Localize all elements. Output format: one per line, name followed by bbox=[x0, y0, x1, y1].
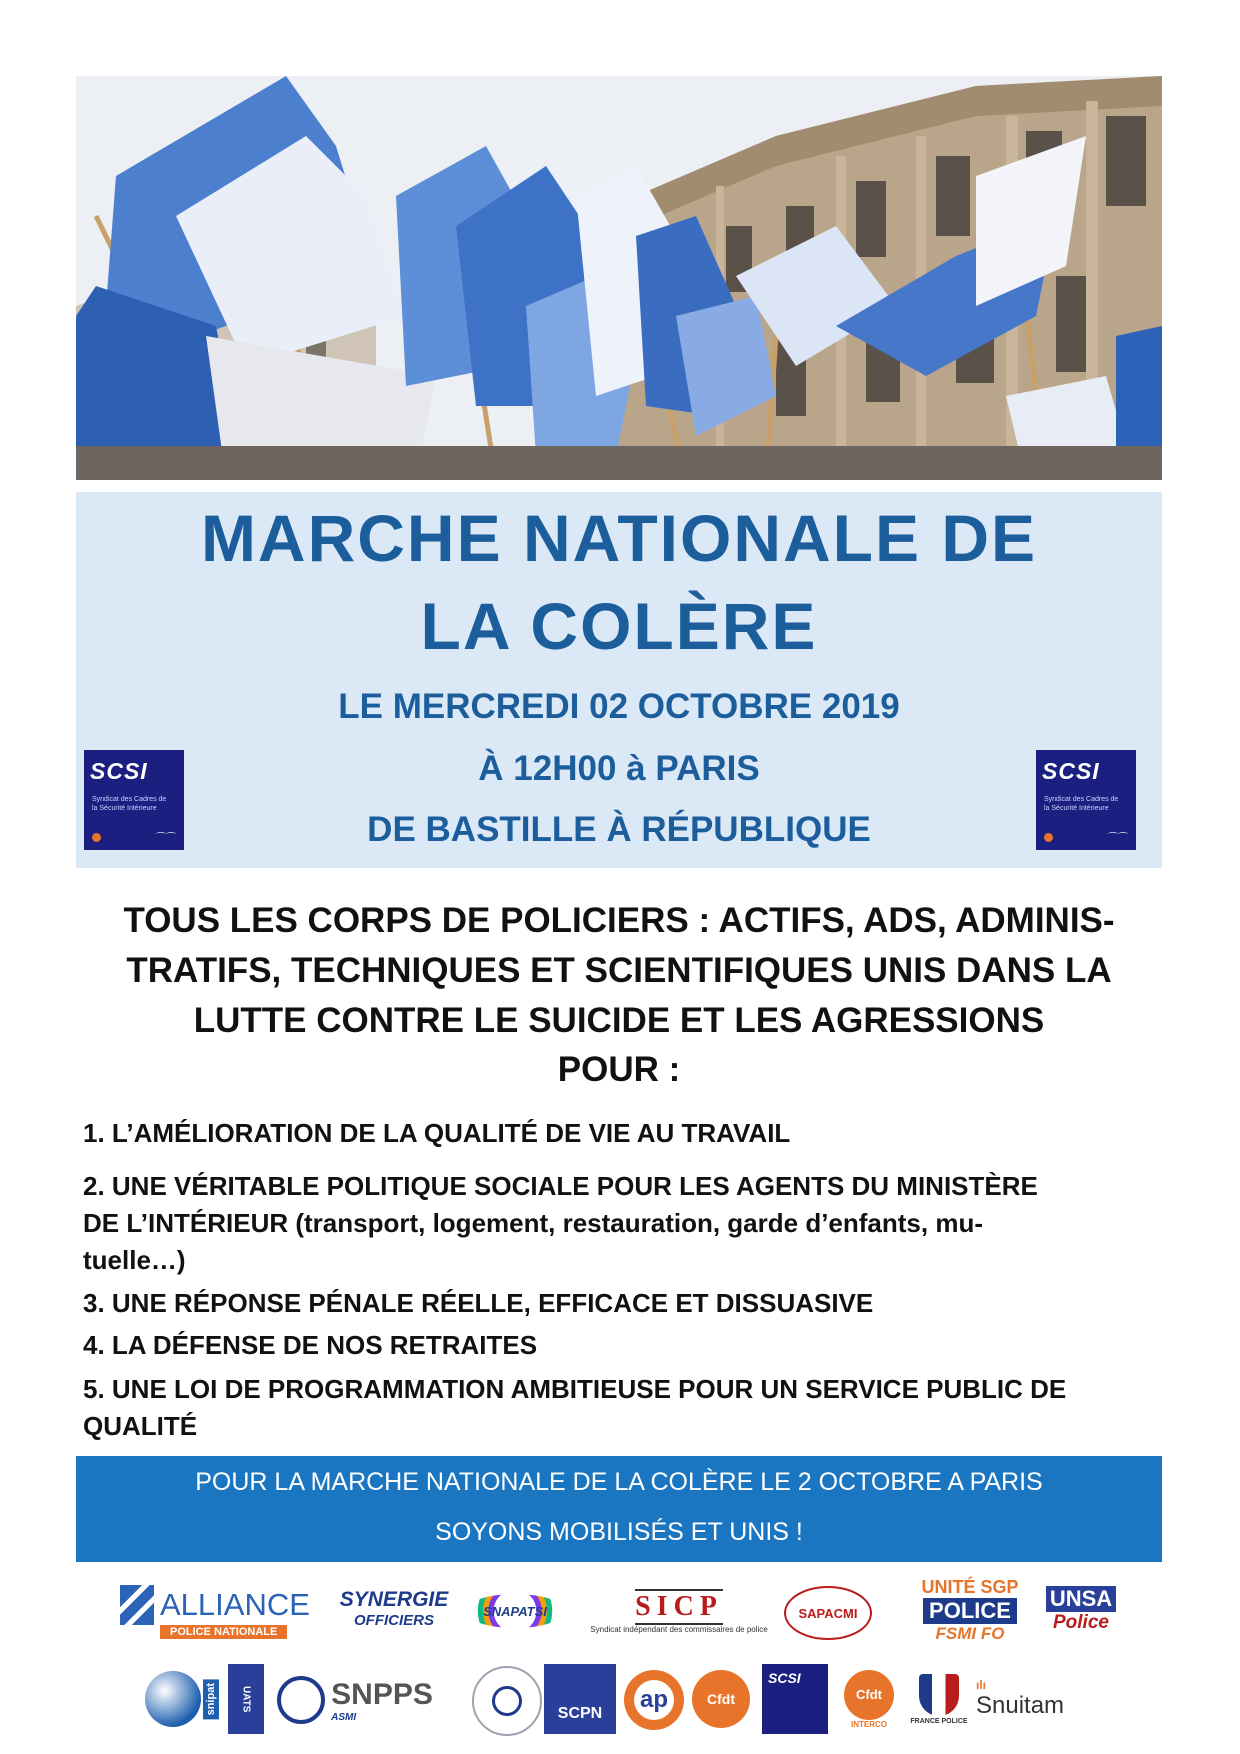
intro-line: TOUS LES CORPS DE POLICIERS : ACTIFS, ADS, ADMINIS- bbox=[123, 901, 1115, 940]
scsi-logo-description: Syndicat des Cadres de la Sécurité Intérieure bbox=[92, 796, 167, 812]
intro-paragraph bbox=[76, 896, 1162, 1046]
scsi-logo-right bbox=[1036, 750, 1136, 850]
dove-icon: ⌒⌒ bbox=[156, 833, 176, 844]
circle-union-logo bbox=[472, 1666, 542, 1736]
unsa-police-logo bbox=[1036, 1574, 1126, 1646]
pour-heading: POUR : bbox=[557, 1050, 681, 1089]
snuitam-name: Snuitam bbox=[976, 1692, 1065, 1719]
scsi-logo-name: SCSI bbox=[90, 758, 148, 784]
intro-line: LUTTE CONTRE LE SUICIDE ET LES AGRESSIONS bbox=[193, 1001, 1045, 1040]
unsa-ats-logo bbox=[228, 1664, 264, 1734]
ap-name: ap bbox=[634, 1680, 674, 1720]
france-police-logo bbox=[908, 1666, 970, 1732]
cfdt-logo bbox=[692, 1670, 750, 1728]
alliance-mark-icon bbox=[120, 1585, 154, 1625]
snuitam-mark-icon: ılı bbox=[976, 1678, 987, 1692]
sapacmi-logo bbox=[784, 1586, 872, 1640]
demand-2-line2: DE L’INTÉRIEUR (transport, logement, restauration, garde d’enfants, mu- bbox=[83, 1208, 983, 1238]
interco-label: INTERCO bbox=[851, 1719, 887, 1729]
event-route: DE BASTILLE À RÉPUBLIQUE bbox=[367, 810, 871, 849]
list-item bbox=[83, 1115, 1163, 1152]
scsi-logo-left bbox=[84, 750, 184, 850]
list-item bbox=[83, 1327, 1163, 1364]
call-to-action-banner bbox=[76, 1456, 1162, 1562]
synergie-sub: OFFICIERS bbox=[353, 1611, 434, 1629]
sicp-logo bbox=[584, 1584, 774, 1638]
synergie-logo bbox=[338, 1578, 450, 1638]
title-panel bbox=[76, 492, 1162, 868]
partner-logos bbox=[76, 1570, 1162, 1750]
demand-4: 4. LA DÉFENSE DE NOS RETRAITES bbox=[83, 1330, 538, 1360]
unsa-ats-name: UATS bbox=[240, 1685, 252, 1713]
main-title-line1: MARCHE NATIONALE DE bbox=[200, 501, 1038, 575]
scpn-logo bbox=[544, 1664, 616, 1734]
list-item bbox=[83, 1371, 1163, 1445]
snapatsi-logo bbox=[460, 1582, 570, 1640]
snipat-name: snipat bbox=[203, 1679, 219, 1719]
scsi-small-name: SCSI bbox=[768, 1670, 801, 1686]
demand-1: 1. L’AMÉLIORATION DE LA QUALITÉ DE VIE AU TRAVAIL bbox=[83, 1118, 791, 1148]
sicp-name: SICP bbox=[635, 1589, 723, 1625]
snpps-logo bbox=[270, 1672, 440, 1728]
unite-fsmi: FSMI FO bbox=[935, 1623, 1005, 1643]
police-shield-icon bbox=[919, 1674, 959, 1716]
cfdt-name: Cfdt bbox=[707, 1691, 735, 1707]
snuitam-logo bbox=[976, 1668, 1076, 1730]
unite-police: POLICE bbox=[923, 1598, 1017, 1624]
snapatsi-ring-icon bbox=[465, 1594, 565, 1628]
scsi-logo-name: SCSI bbox=[1042, 758, 1100, 784]
demand-5-line1: 5. UNE LOI DE PROGRAMMATION AMBITIEUSE POUR UN SERVICE PUBLIC DE bbox=[83, 1374, 1067, 1404]
snpps-sub: ASMI bbox=[331, 1711, 357, 1723]
scsi-dot-icon bbox=[1044, 833, 1053, 842]
cta-line1: POUR LA MARCHE NATIONALE DE LA COLÈRE LE 2 OCTOBRE A PARIS bbox=[195, 1468, 1043, 1496]
demand-3: 3. UNE RÉPONSE PÉNALE RÉELLE, EFFICACE ET DISSUASIVE bbox=[83, 1288, 874, 1318]
demand-5-line2: QUALITÉ bbox=[83, 1411, 198, 1441]
scpn-name: SCPN bbox=[557, 1705, 603, 1722]
main-title-line2: LA COLÈRE bbox=[420, 589, 818, 663]
snapatsi-name: SNAPATSI bbox=[483, 1603, 547, 1619]
scsi-logo-description: Syndicat des Cadres de la Sécurité Intérieure bbox=[1044, 796, 1119, 812]
alliance-name: ALLIANCE bbox=[160, 1587, 310, 1622]
union-emblem-icon bbox=[492, 1686, 522, 1716]
demand-2-line1: 2. UNE VÉRITABLE POLITIQUE SOCIALE POUR LES AGENTS DU MINISTÈRE bbox=[83, 1171, 1038, 1201]
france-police-name: FRANCE POLICE bbox=[910, 1717, 968, 1725]
globe-icon bbox=[145, 1671, 201, 1727]
scsi-small-logo bbox=[762, 1664, 828, 1734]
ap-logo bbox=[624, 1670, 684, 1730]
scsi-dot-icon bbox=[92, 833, 101, 842]
list-item bbox=[83, 1285, 1163, 1322]
unsa-police-label: Police bbox=[1053, 1612, 1109, 1633]
event-time-place: À 12H00 à PARIS bbox=[478, 749, 760, 788]
hero-photo bbox=[76, 76, 1162, 480]
snpps-name: SNPPS bbox=[331, 1677, 433, 1711]
sapacmi-name: SAPACMI bbox=[798, 1605, 858, 1621]
protest-flags-illustration bbox=[76, 76, 1162, 480]
demand-2-line3: tuelle…) bbox=[83, 1245, 186, 1275]
synergie-name: SYNERGIE bbox=[339, 1587, 449, 1611]
unite-sgp-name: UNITÉ SGP bbox=[921, 1576, 1019, 1597]
cta-line2: SOYONS MOBILISÉS ET UNIS ! bbox=[435, 1518, 803, 1546]
snipat-logo bbox=[142, 1662, 222, 1736]
cfdt-interco-logo bbox=[840, 1666, 898, 1732]
alliance-sub: POLICE NATIONALE bbox=[160, 1625, 287, 1639]
alliance-logo bbox=[120, 1584, 330, 1640]
cfdt-interco-name: Cfdt bbox=[844, 1670, 894, 1720]
event-date: LE MERCREDI 02 OCTOBRE 2019 bbox=[338, 687, 900, 726]
list-item bbox=[83, 1168, 1163, 1279]
intro-line: TRATIFS, TECHNIQUES ET SCIENTIFIQUES UNIS DANS LA bbox=[126, 951, 1112, 990]
snpps-emblem-icon bbox=[277, 1676, 325, 1724]
unite-sgp-logo bbox=[908, 1574, 1032, 1646]
sicp-sub: Syndicat indépendant des commissaires de police bbox=[590, 1624, 768, 1634]
unsa-name: UNSA bbox=[1046, 1586, 1116, 1612]
dove-icon: ⌒⌒ bbox=[1108, 833, 1128, 844]
